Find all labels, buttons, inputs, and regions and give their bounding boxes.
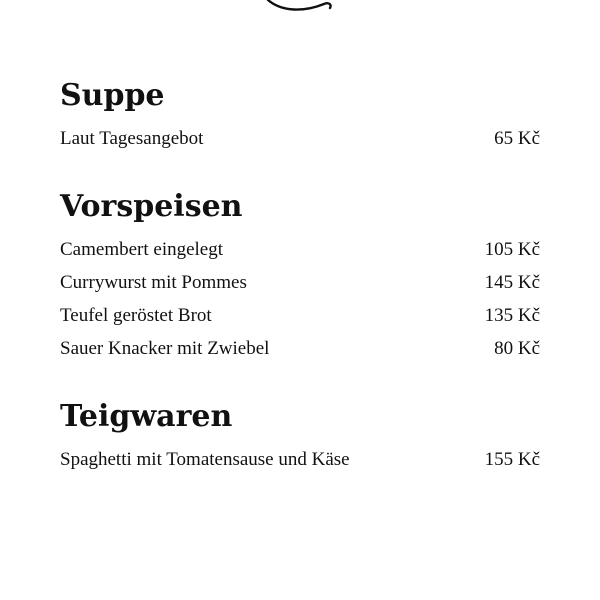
item-price: 135 Kč [484, 305, 540, 326]
section-title: Suppe [60, 78, 165, 113]
menu-item [60, 443, 540, 476]
item-price: 145 Kč [484, 272, 540, 293]
menu-item [60, 122, 540, 155]
item-name: Camembert eingelegt [60, 239, 224, 260]
item-price: 65 Kč [494, 128, 540, 149]
section-title: Teigwaren [60, 399, 233, 434]
flourish-icon [264, 0, 336, 18]
item-name: Teufel geröstet Brot [60, 305, 212, 326]
menu-item [60, 266, 540, 299]
menu-item [60, 233, 540, 266]
item-name: Laut Tagesangebot [60, 128, 204, 149]
menu-item [60, 299, 540, 332]
item-price: 80 Kč [494, 338, 540, 359]
item-price: 155 Kč [484, 449, 540, 470]
item-price: 105 Kč [484, 239, 540, 260]
menu-item [60, 332, 540, 365]
section-title: Vorspeisen [60, 189, 243, 224]
item-name: Spaghetti mit Tomatensause und Käse [60, 449, 350, 470]
menu [60, 74, 540, 506]
item-name: Currywurst mit Pommes [60, 272, 247, 293]
menu-section-vorspeisen [60, 185, 540, 365]
menu-section-suppe [60, 74, 540, 155]
menu-section-teigwaren [60, 395, 540, 476]
item-name: Sauer Knacker mit Zwiebel [60, 338, 270, 359]
